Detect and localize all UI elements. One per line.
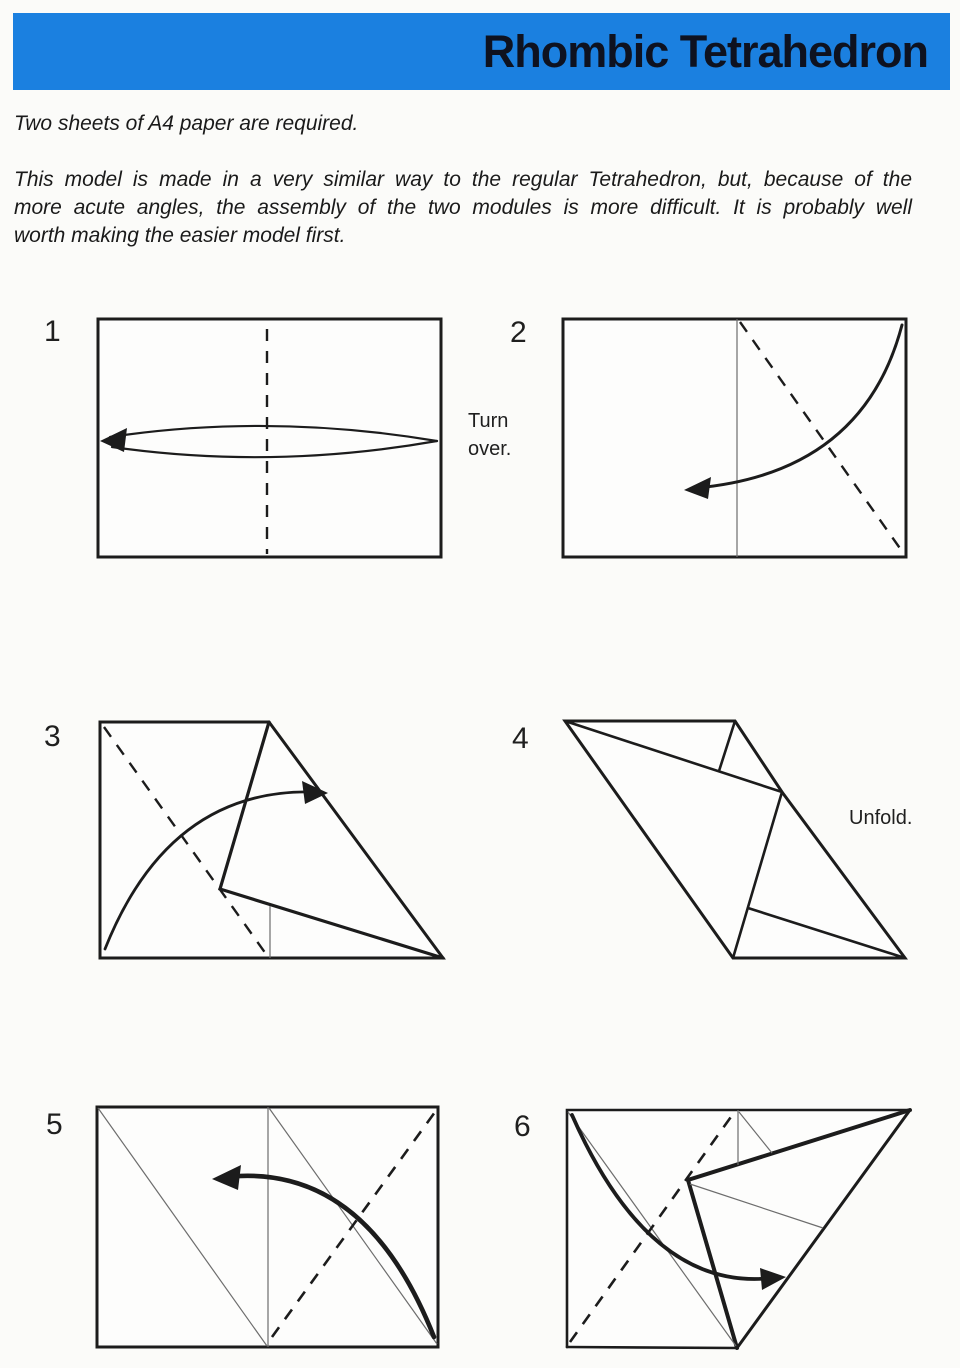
materials-note: Two sheets of A4 paper are required.	[14, 112, 359, 135]
step-4-number: 4	[512, 722, 529, 755]
step-4-paper-outline	[565, 721, 905, 958]
step-5-number: 5	[46, 1108, 63, 1141]
step-2-paper-outline	[563, 319, 906, 557]
step-1-diagram	[98, 319, 441, 557]
step-6-diagram	[567, 1110, 910, 1348]
turn-over-note-line: Turn	[468, 410, 509, 432]
turn-over-note-line: over.	[468, 438, 512, 460]
step-3-paper-outline	[100, 722, 443, 958]
step-2-number: 2	[510, 316, 527, 349]
unfold-note: Unfold.	[849, 807, 913, 829]
paragraph-line: This model is made in a very similar way to the regular Tetrahedron, but, because of the	[14, 168, 912, 191]
step-3-diagram	[100, 722, 443, 958]
step-6-bottom-edge-line	[567, 1347, 737, 1348]
paragraph-line: worth making the easier model first.	[14, 224, 346, 247]
paragraph-line: more acute angles, the assembly of the two modules is more difficult. It is probably well	[14, 196, 912, 219]
turn-over-note	[468, 407, 511, 463]
step-1-number: 1	[44, 315, 61, 348]
step-5-diagram	[97, 1107, 438, 1347]
step-6-number: 6	[514, 1110, 531, 1143]
page-title: Rhombic Tetrahedron	[482, 25, 928, 77]
step-4-diagram	[565, 721, 905, 958]
step-3-number: 3	[44, 720, 61, 753]
step-1-paper-outline	[98, 319, 441, 557]
step-2-diagram	[563, 319, 906, 557]
